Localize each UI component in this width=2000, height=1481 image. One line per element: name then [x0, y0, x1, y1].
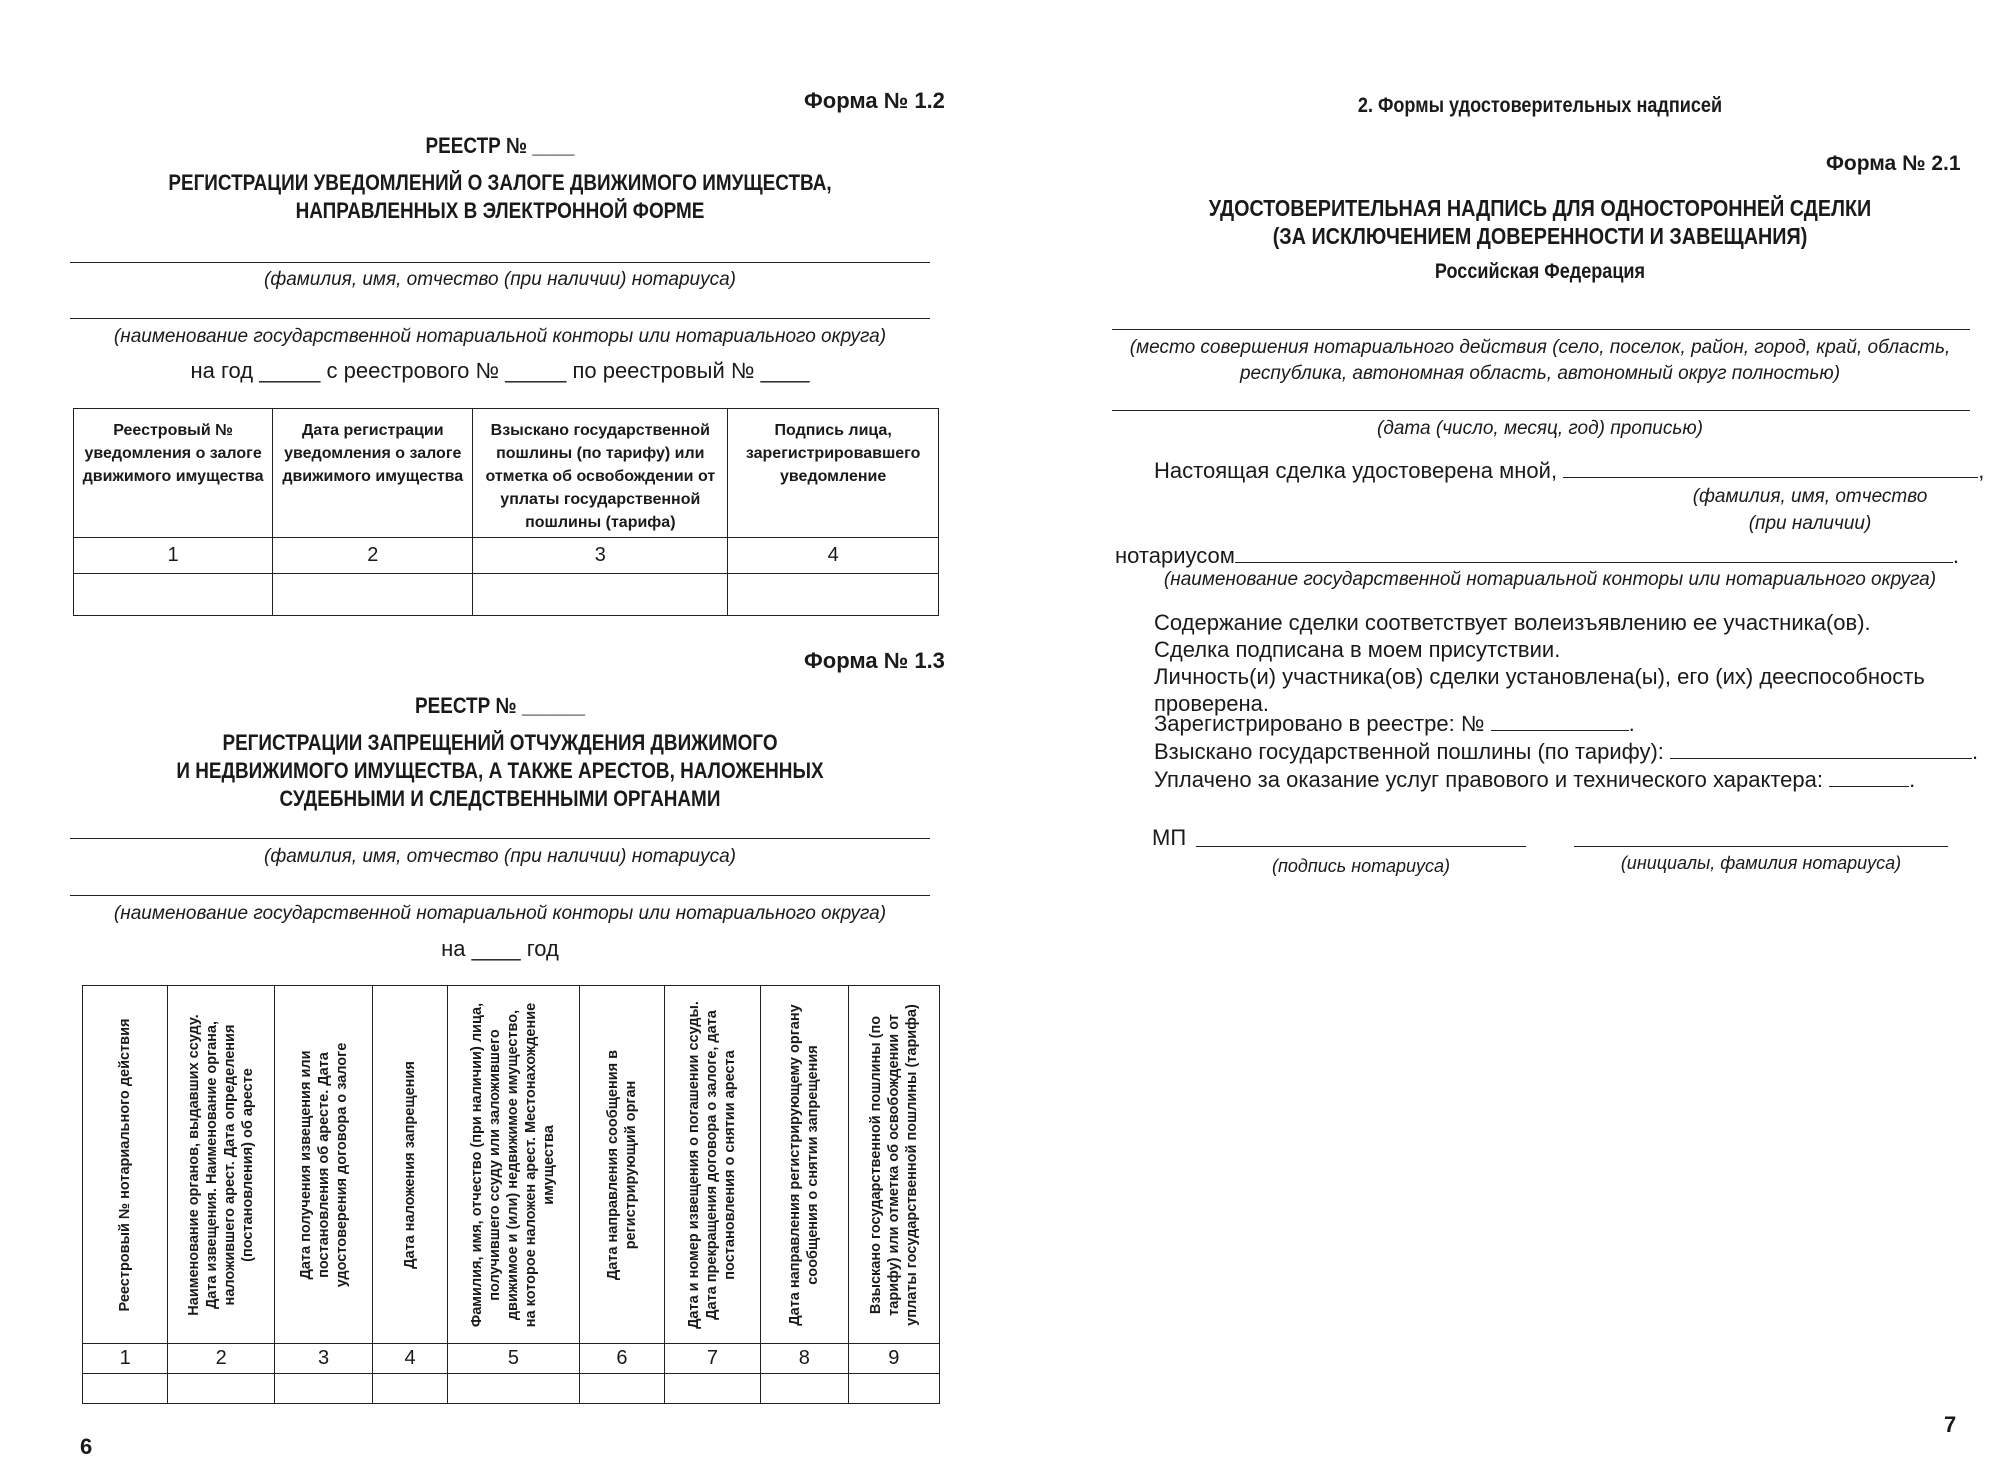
notary-name-line: [70, 262, 930, 263]
table-column-number: 8: [761, 1344, 848, 1374]
duty-label: Взыскано государственной пошлины (по тарифу):: [1154, 739, 1664, 764]
table-column-number: 1: [74, 538, 273, 574]
table-column-number: 4: [373, 1344, 447, 1374]
form-1-2-title-line3: НАПРАВЛЕННЫХ В ЭЛЕКТРОННОЙ ФОРМЕ: [295, 198, 705, 223]
table-column-number: 9: [848, 1344, 939, 1374]
certified-line: Настоящая сделка удостоверена мной, ,: [1154, 458, 1985, 483]
paid-blank: [1829, 766, 1909, 787]
section-title-text: 2. Формы удостоверительных надписей: [1357, 94, 1723, 117]
form-2-1-title-line1: УДОСТОВЕРИТЕЛЬНАЯ НАДПИСЬ ДЛЯ ОДНОСТОРОННЕЙ СДЕЛКИ: [1208, 195, 1872, 221]
initials-line: [1574, 846, 1948, 847]
office-name-caption: (наименование государственной нотариальной конторы или нотариального округа): [113, 903, 887, 924]
notary-word: нотариусом: [1115, 543, 1235, 568]
form-1-2-label: Форма № 1.2: [804, 88, 945, 113]
page-number-right: 7: [1944, 1412, 1957, 1437]
paid-label: Уплачено за оказание услуг правового и технического характера:: [1154, 767, 1824, 792]
registry-label: Зарегистрировано в реестре: №: [1154, 711, 1485, 736]
registry-table-1-2: [73, 408, 939, 616]
duty-blank: [1670, 738, 1972, 759]
table-empty-cell: [728, 574, 939, 616]
table-header-cell: [373, 986, 447, 1344]
vertical-header-text: Дата направления регистрирующему органу сообщения о снятии запрещения: [787, 1003, 822, 1326]
form-2-1-label: Форма № 2.1: [1826, 152, 1961, 175]
vertical-header-text: Фамилия, имя, отчество (при наличии) лица, получившего ссуду или заложившего движимое и (или) недвижимое имущество, на которое наложен арест. Местонахождение имущества: [469, 1002, 558, 1327]
year-line: на ____ год: [441, 936, 559, 961]
section-title: [1110, 94, 1970, 118]
country-name: Российская Федерация: [1434, 260, 1646, 283]
table-empty-cell: [848, 1374, 939, 1404]
registry-table-1-3: [82, 985, 940, 1404]
table-empty-cell: [447, 1374, 580, 1404]
form-1-3-title-line3: И НЕДВИЖИМОГО ИМУЩЕСТВА, А ТАКЖЕ АРЕСТОВ, НАЛОЖЕННЫХ: [176, 758, 824, 783]
table-header-cell: [580, 986, 664, 1344]
table-empty-cell: [580, 1374, 664, 1404]
notary-fio-blank: [1563, 457, 1978, 478]
year-range-line: на год _____ с реестрового № _____ по реестровый № ____: [190, 358, 810, 383]
table-header-cell: Взыскано государственной пошлины (по тарифу) или отметка об освобождении от уплаты государственной пошлины (тарифа): [473, 409, 728, 538]
place-caption-line1: (место совершения нотариального действия (село, поселок, район, город, край, область,: [1129, 337, 1951, 358]
table-header-cell: Дата регистрации уведомления о залоге движимого имущества: [273, 409, 473, 538]
table-column-number: 6: [580, 1344, 664, 1374]
notary-office-blank: [1235, 542, 1953, 563]
page-number-left: 6: [80, 1434, 93, 1459]
table-header-cell: [761, 986, 848, 1344]
table-column-number: 5: [447, 1344, 580, 1374]
office-name-line: [70, 318, 930, 319]
paid-line: Уплачено за оказание услуг правового и технического характера: .: [1154, 767, 1916, 792]
office-name-caption: (наименование государственной нотариальной конторы или нотариального округа): [1163, 569, 1937, 590]
table-column-number: 2: [273, 538, 473, 574]
table-header-cell: [447, 986, 580, 1344]
vertical-header-text: Дата наложения запрещения: [402, 1060, 418, 1269]
form-1-3-title-line2: РЕГИСТРАЦИИ ЗАПРЕЩЕНИЙ ОТЧУЖДЕНИЯ ДВИЖИМОГО: [222, 730, 778, 755]
table-column-number: 3: [473, 538, 728, 574]
notary-name-caption: (фамилия, имя, отчество (при наличии) нотариуса): [264, 269, 736, 290]
table-column-number: 2: [168, 1344, 274, 1374]
form-1-3-title-registry: РЕЕСТР № ______: [415, 693, 585, 718]
vertical-header-text: Дата направления сообщения в регистрирующий орган: [604, 1049, 639, 1280]
statement-line-1: Содержание сделки соответствует волеизъявлению ее участника(ов).: [1154, 610, 1871, 635]
table-empty-cell: [373, 1374, 447, 1404]
table-empty-cell: [473, 574, 728, 616]
certified-text: Настоящая сделка удостоверена мной,: [1154, 458, 1558, 483]
notary-line: нотариусом .: [1115, 543, 1959, 568]
vertical-header-text: Реестровый № нотариального действия: [117, 1018, 134, 1311]
table-column-number: 7: [664, 1344, 760, 1374]
table-column-number: 1: [83, 1344, 168, 1374]
fio-caption-line1: (фамилия, имя, отчество: [1692, 486, 1928, 507]
signature-line: [1196, 846, 1526, 847]
place-line: [1112, 329, 1970, 330]
office-name-caption: (наименование государственной нотариальной конторы или нотариального округа): [113, 326, 887, 347]
seal-label: МП: [1152, 825, 1187, 850]
date-caption: (дата (число, месяц, год) прописью): [1377, 418, 1703, 439]
form-1-2-title-registry: РЕЕСТР № ____: [425, 133, 575, 158]
registry-line: Зарегистрировано в реестре: № .: [1154, 711, 1635, 736]
table-empty-cell: [74, 574, 273, 616]
registry-block: [1154, 710, 1978, 794]
vertical-header-text: Взыскано государственной пошлины (по тарифу) или отметка об освобождении от уплаты государственной пошлины (тарифа): [867, 1003, 920, 1326]
table-header-cell: [274, 986, 372, 1344]
table-header-cell: [83, 986, 168, 1344]
statement-line-2: Сделка подписана в моем присутствии.: [1154, 637, 1561, 662]
place-caption: [1100, 335, 1980, 387]
vertical-header-text: Дата и номер извещения о погашении ссуды. Дата прекращения договора о залоге, дата постановления о снятии ареста: [686, 1000, 739, 1329]
form-2-1-title: [1100, 194, 1980, 286]
notary-name-line: [70, 838, 930, 839]
initials-caption: (инициалы, фамилия нотариуса): [1620, 853, 1902, 873]
table-empty-cell: [83, 1374, 168, 1404]
statement-block: [1154, 609, 2000, 717]
signature-caption: (подпись нотариуса): [1272, 856, 1450, 876]
place-caption-line2: республика, автономная область, автономный округ полностью): [1239, 363, 1841, 384]
statement-line-3: Личность(и) участника(ов) сделки установлена(ы), его (их) дееспособность проверена.: [1154, 664, 1925, 716]
table-empty-cell: [273, 574, 473, 616]
table-header-cell: [168, 986, 274, 1344]
table-empty-cell: [168, 1374, 274, 1404]
form-1-3-title-line4: СУДЕБНЫМИ И СЛЕДСТВЕННЫМИ ОРГАНАМИ: [279, 786, 721, 811]
form-1-3-label: Форма № 1.3: [804, 648, 945, 673]
office-name-line: [70, 895, 930, 896]
duty-line: Взыскано государственной пошлины (по тарифу): .: [1154, 739, 1979, 764]
form-2-1-title-line2: (ЗА ИСКЛЮЧЕНИЕМ ДОВЕРЕННОСТИ И ЗАВЕЩАНИЯ): [1272, 223, 1808, 249]
vertical-header-text: Наименование органов, выдавших ссуду. Дата извещения. Наименование органа, наложившего арест. Дата определения (постановления) об аресте: [186, 1013, 257, 1316]
table-empty-cell: [664, 1374, 760, 1404]
table-header-cell: [848, 986, 939, 1344]
date-line: [1112, 410, 1970, 411]
table-header-cell: Подпись лица, зарегистрировавшего уведомление: [728, 409, 939, 538]
fio-caption-line2: (при наличии): [1748, 513, 1872, 534]
table-header-cell: Реестровый № уведомления о залоге движимого имущества: [74, 409, 273, 538]
table-column-number: 4: [728, 538, 939, 574]
table-column-number: 3: [274, 1344, 372, 1374]
vertical-header-text: Дата получения извещения или постановления об аресте. Дата удостоверения договора о залоге: [297, 1042, 350, 1287]
table-empty-cell: [274, 1374, 372, 1404]
form-1-3-title: [70, 691, 930, 813]
registry-number-blank: [1491, 710, 1629, 731]
form-1-2-title: [70, 131, 930, 225]
notary-name-caption: (фамилия, имя, отчество (при наличии) нотариуса): [264, 846, 736, 867]
table-header-cell: [664, 986, 760, 1344]
form-1-2-title-line2: РЕГИСТРАЦИИ УВЕДОМЛЕНИЙ О ЗАЛОГЕ ДВИЖИМОГО ИМУЩЕСТВА,: [168, 170, 832, 195]
table-empty-cell: [761, 1374, 848, 1404]
